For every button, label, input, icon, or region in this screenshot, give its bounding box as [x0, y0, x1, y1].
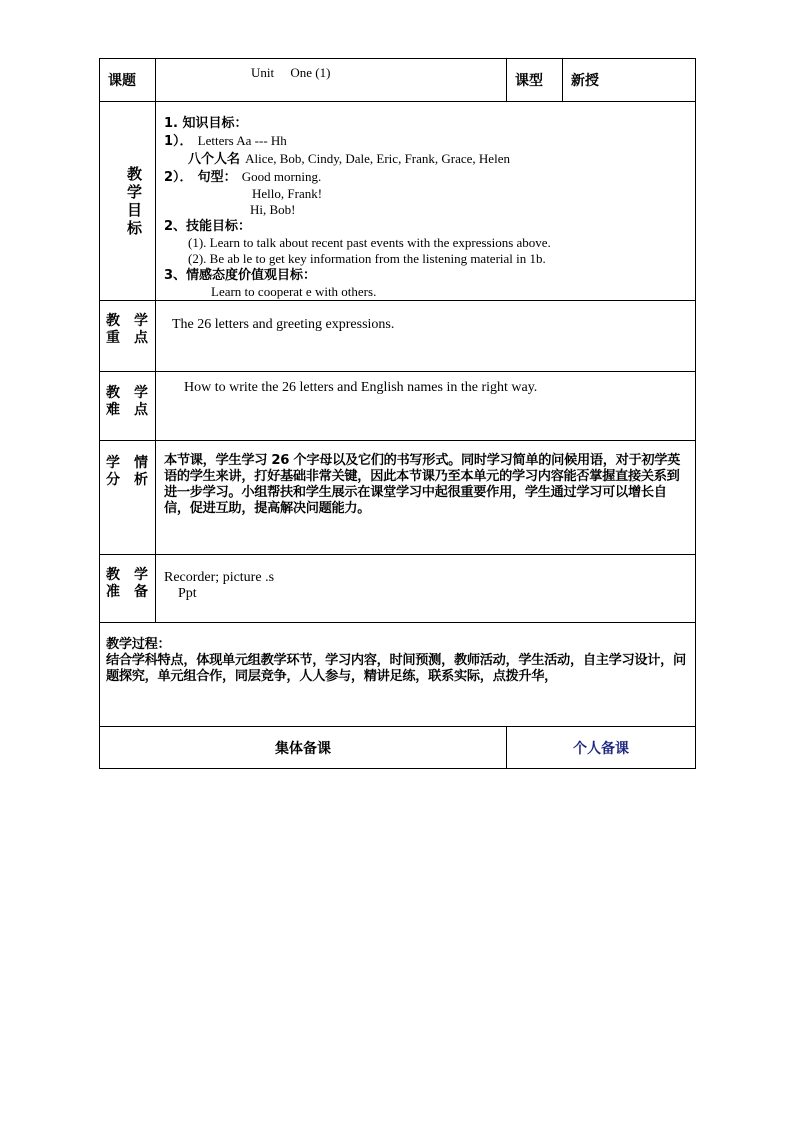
key-points-row	[100, 301, 696, 372]
emotion-heading: 3、情感态度价值观目标：	[164, 268, 317, 283]
difficulties-label	[100, 372, 155, 419]
type-label-cell	[507, 59, 563, 102]
process-cell	[100, 623, 696, 727]
names-line	[164, 150, 695, 168]
course-title: Unit One (1)	[251, 65, 331, 80]
personal-label: 个人备课	[573, 740, 629, 757]
objectives-row	[100, 102, 696, 301]
difficulties-content-cell	[156, 372, 696, 441]
sentence-line	[164, 168, 695, 186]
names-heading: 八个人名	[188, 152, 241, 167]
sentence-2: Hello, Frank!	[252, 186, 323, 201]
objectives-label	[100, 165, 155, 237]
personal-cell	[507, 727, 696, 769]
difficulties-text: How to write the 26 letters and English names in the right way.	[184, 380, 538, 395]
key-points-text: The 26 letters and greeting expressions.	[172, 317, 395, 332]
process-heading: 教学过程：	[106, 637, 171, 652]
label-char: 教	[106, 385, 120, 401]
label-char: 点	[134, 402, 148, 418]
process-text: 结合学科特点，体现单元组教学环节，学习内容，时间预测，教师活动，学生活动，自主学习设计，问题探究，单元组合作，同层竞争，人人参与，精讲足练，联系实际，点拨升华，	[106, 653, 686, 684]
type-value: 新授	[571, 73, 599, 89]
label-char: 学	[134, 313, 148, 329]
label-char: 学	[134, 567, 148, 583]
skill-2: (2). Be ab le to get key information from the listening material in 1b.	[188, 251, 546, 266]
skill-heading: 2、技能目标：	[164, 219, 252, 234]
objectives-label-char: 教	[126, 165, 142, 183]
sentence-prefix: 2）．	[164, 170, 193, 185]
analysis-label-cell	[100, 441, 156, 555]
sentence-3: Hi, Bob!	[250, 202, 296, 217]
label-char: 重	[106, 330, 120, 346]
objectives-label-char: 学	[126, 183, 142, 201]
preparation-line-2: Ppt	[178, 586, 197, 601]
difficulties-row	[100, 372, 696, 441]
analysis-label	[100, 441, 155, 489]
analysis-text: 本节课，学生学习 26 个字母以及它们的书写形式。同时学习简单的问候用语，对于初学英语的学生来讲，打好基础非常关键，因此本节课乃至本单元的学习内容能否掌握直接关系到进一步学习。小组帮扶和学生展示在课堂学习中起很重要作用，学生通过学习可以增长自信，促进互助，提高解决问题能力。	[164, 453, 681, 516]
label-char: 情	[134, 455, 148, 471]
key-points-label	[100, 301, 155, 347]
sentence-heading: 句型：	[197, 170, 237, 185]
process-row	[100, 623, 696, 727]
analysis-row	[100, 441, 696, 555]
type-value-cell	[563, 59, 696, 102]
label-char: 准	[106, 584, 120, 600]
preparation-content-cell	[156, 555, 696, 623]
sentence-1: Good morning.	[241, 169, 322, 184]
names-text: Alice, Bob, Cindy, Dale, Eric, Frank, Grace, Helen	[245, 151, 510, 166]
knowledge-heading: 1. 知识目标：	[164, 116, 248, 131]
label-char: 分	[106, 472, 120, 488]
objectives-content-cell	[156, 102, 696, 301]
process-content	[100, 623, 695, 685]
collective-label: 集体备课	[275, 740, 331, 757]
collective-cell	[100, 727, 507, 769]
objectives-content	[156, 102, 695, 300]
preparation-content	[156, 555, 695, 602]
course-title-cell	[156, 59, 507, 102]
preparation-line-1: Recorder; picture .s	[164, 570, 275, 585]
letters-text: Letters Aa --- Hh	[197, 133, 287, 148]
label-char: 学	[106, 455, 120, 471]
objectives-label-char: 目	[126, 201, 142, 219]
skill-1: (1). Learn to talk about recent past events with the expressions above.	[188, 235, 551, 250]
objectives-label-cell	[100, 102, 156, 301]
letters-prefix: 1）．	[164, 134, 193, 149]
label-char: 教	[106, 567, 120, 583]
emotion-1: Learn to cooperat e with others.	[211, 284, 377, 299]
course-label: 课题	[108, 73, 136, 89]
label-char: 难	[106, 402, 120, 418]
difficulties-label-cell	[100, 372, 156, 441]
label-char: 教	[106, 313, 120, 329]
lesson-plan-table	[99, 58, 696, 769]
preparation-row	[100, 555, 696, 623]
type-label: 课型	[515, 73, 543, 89]
header-row	[100, 59, 696, 102]
key-points-content-cell	[156, 301, 696, 372]
key-points-label-cell	[100, 301, 156, 372]
objectives-label-char: 标	[126, 219, 142, 237]
preparation-label	[100, 555, 155, 601]
label-char: 学	[134, 385, 148, 401]
course-label-cell	[100, 59, 156, 102]
label-char: 点	[134, 330, 148, 346]
preparation-label-cell	[100, 555, 156, 623]
footer-row	[100, 727, 696, 769]
label-char: 备	[134, 584, 148, 600]
analysis-content-cell	[156, 441, 696, 555]
label-char: 析	[134, 472, 148, 488]
